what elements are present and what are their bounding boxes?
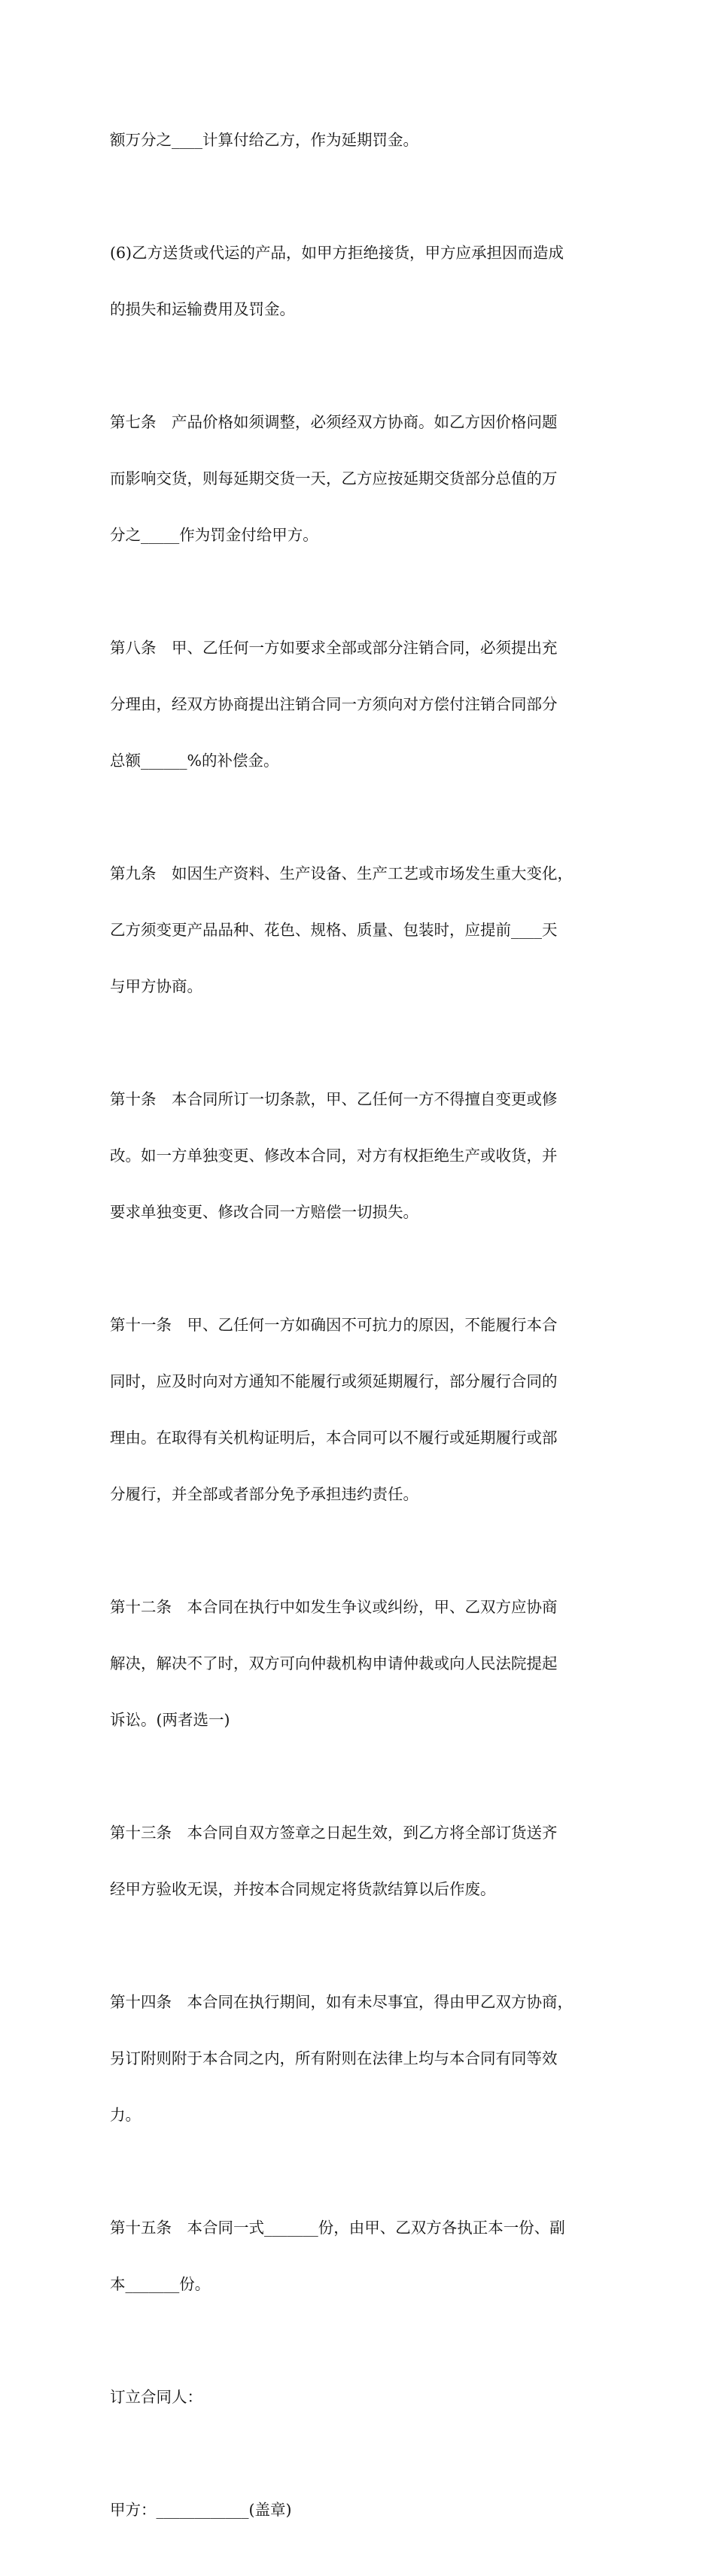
text-line: 解决，解决不了时，双方可向仲裁机构申请仲裁或向人民法院提起 xyxy=(110,1654,558,1672)
text-line: 第十二条 本合同在执行中如发生争议或纠纷，甲、乙双方应协商 xyxy=(110,1598,558,1616)
signatories-heading xyxy=(110,2350,610,2444)
text-line: 第七条 产品价格如须调整，必须经双方协商。如乙方因价格问题 xyxy=(110,413,558,431)
article-12 xyxy=(110,1560,610,1767)
text-line: 分之_____作为罚金付给甲方。 xyxy=(110,526,318,544)
text-line: 的损失和运输费用及罚金。 xyxy=(110,300,295,318)
text-line: 另订附则附于本合同之内，所有附则在法律上均与本合同有同等效 xyxy=(110,2049,558,2067)
text-line: 理由。在取得有关机构证明后，本合同可以不履行或延期履行或部 xyxy=(110,1429,558,1447)
paragraph-refused-delivery xyxy=(110,206,610,357)
text-line: 总额______%的补偿金。 xyxy=(110,752,279,770)
article-8 xyxy=(110,601,610,808)
text-line: 经甲方验收无误，并按本合同规定将货款结算以后作废。 xyxy=(110,1880,496,1898)
article-15 xyxy=(110,2181,610,2331)
text-line: 订立合同人： xyxy=(110,2388,202,2406)
article-7 xyxy=(110,375,610,582)
text-line: 第十条 本合同所订一切条款，甲、乙任何一方不得擅自变更或修 xyxy=(110,1090,558,1108)
text-line: 本_______份。 xyxy=(110,2275,211,2293)
party-a-signature-line xyxy=(110,2463,610,2557)
text-line: 第十一条 甲、乙任何一方如确因不可抗力的原因，不能履行本合 xyxy=(110,1316,558,1334)
text-line: 甲方：____________(盖章) xyxy=(110,2501,292,2519)
text-line: 额万分之____计算付给乙方，作为延期罚金。 xyxy=(110,131,418,149)
article-10 xyxy=(110,1053,610,1259)
text-line: (6)乙方送货或代运的产品，如甲方拒绝接货，甲方应承担因而造成 xyxy=(110,244,564,262)
text-line: 诉讼。(两者选一) xyxy=(110,1711,230,1729)
text-line: 乙方须变更产品品种、花色、规格、质量、包装时，应提前____天 xyxy=(110,921,558,939)
text-line: 分理由，经双方协商提出注销合同一方须向对方偿付注销合同部分 xyxy=(110,695,558,713)
article-13 xyxy=(110,1786,610,1937)
text-line: 第十四条 本合同在执行期间，如有未尽事宜，得由甲乙双方协商， xyxy=(110,1993,573,2011)
document-body xyxy=(110,93,610,2576)
text-line: 分履行，并全部或者部分免予承担违约责任。 xyxy=(110,1485,418,1503)
article-11 xyxy=(110,1278,610,1542)
text-line: 而影响交货，则每延期交货一天，乙方应按延期交货部分总值的万 xyxy=(110,469,558,488)
text-line: 第九条 如因生产资料、生产设备、生产工艺或市场发生重大变化， xyxy=(110,864,573,882)
text-line: 与甲方协商。 xyxy=(110,977,202,995)
text-line: 第八条 甲、乙任何一方如要求全部或部分注销合同，必须提出充 xyxy=(110,639,558,657)
paragraph-penalty-rate xyxy=(110,93,610,187)
text-line: 力。 xyxy=(110,2106,141,2124)
text-line: 第十五条 本合同一式_______份，由甲、乙双方各执正本一份、副 xyxy=(110,2219,565,2237)
text-line: 要求单独变更、修改合同一方赔偿一切损失。 xyxy=(110,1203,418,1221)
text-line: 同时，应及时向对方通知不能履行或须延期履行，部分履行合同的 xyxy=(110,1372,558,1390)
article-14 xyxy=(110,1955,610,2162)
article-9 xyxy=(110,827,610,1034)
text-line: 改。如一方单独变更、修改本合同，对方有权拒绝生产或收货，并 xyxy=(110,1147,558,1165)
text-line: 第十三条 本合同自双方签章之日起生效，到乙方将全部订货送齐 xyxy=(110,1824,558,1842)
